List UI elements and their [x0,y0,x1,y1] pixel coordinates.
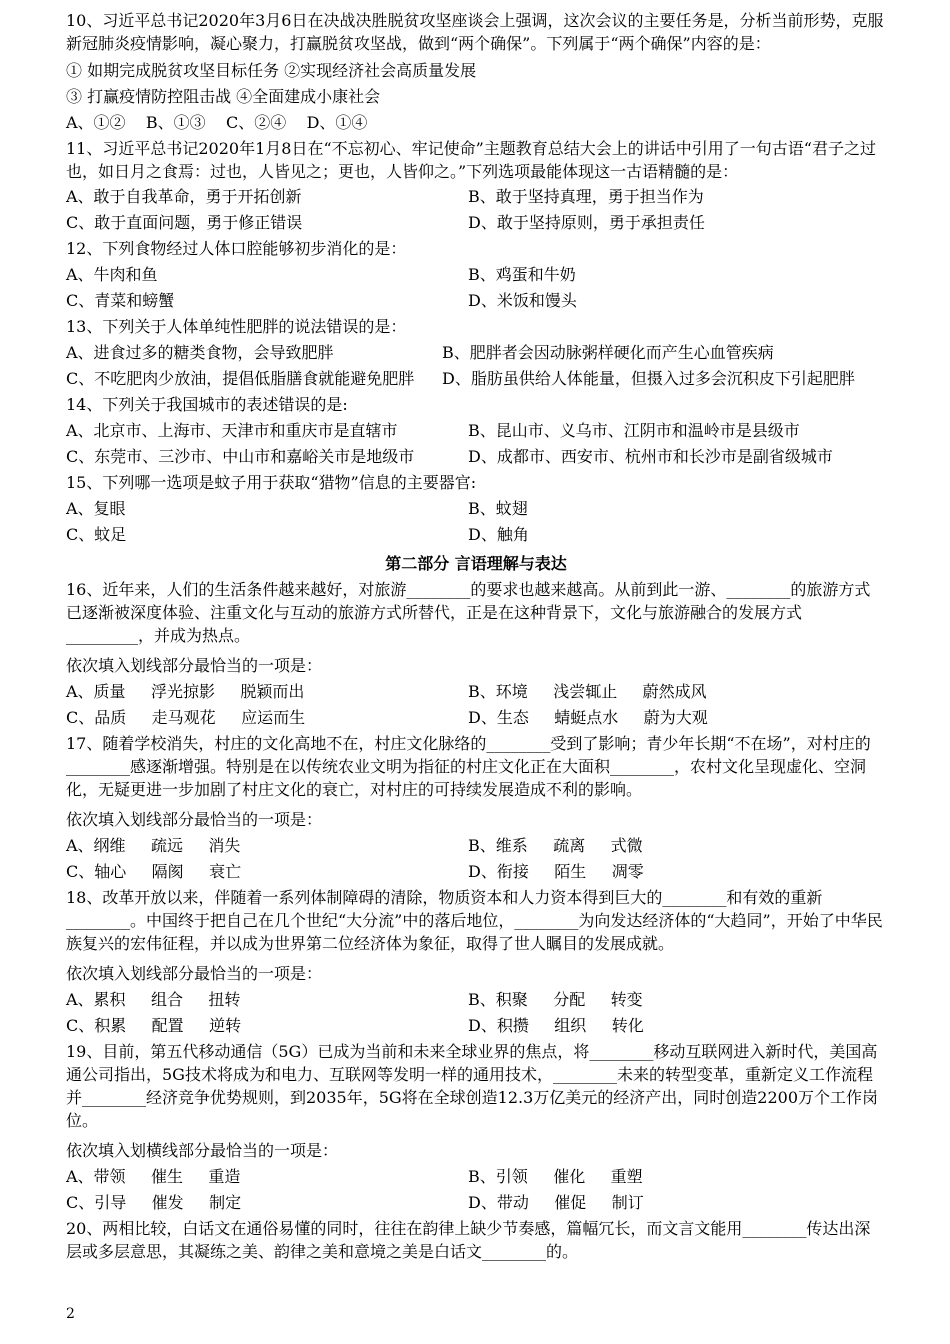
option-c: C、积累 配置 逆转 [66,1016,242,1035]
page-number: 2 [66,1306,75,1322]
option-b: B、敢于坚持真理，勇于担当作为 [468,187,704,206]
option-b: B、维系 疏离 式微 [468,836,643,855]
option-c: C、东莞市、三沙市、中山市和嘉峪关市是地级市 [66,447,415,466]
option-d: D、脂肪虽供给人体能量，但摄入过多会沉积皮下引起肥胖 [442,369,855,388]
question-16 [66,578,886,731]
option-d: D、成都市、西安市、杭州市和长沙市是副省级城市 [468,447,833,466]
question-10-item-1: ① 如期完成脱贫攻坚目标任务 ②实现经济社会高质量发展 [66,61,477,80]
option-a: A、带领 催生 重造 [66,1167,241,1186]
question-18-prompt: 依次填入划线部分最恰当的一项是： [66,964,323,983]
option-d: D、带动 催促 制订 [468,1193,644,1212]
question-18-stem: 18、改革开放以来，伴随着一系列体制障碍的清除，物质资本和人力资本得到巨大的________和有效的重新________。中国终于把自己在几个世纪“大分流”中的落后地位，________为向发达经济体的“大趋同”，开始了中华民族复兴的宏伟征程，并以成为世界第二位经济体为象征，取得了世人瞩目的发展成就。 [66,888,883,953]
question-11-stem: 11、习近平总书记2020年1月8日在“不忘初心、牢记使命”主题教育总结大会上的讲话中引用了一句古语“君子之过也，如日月之食焉：过也，人皆见之；更也，人皆仰之。”下列选项最能体现这一古语精髓的是： [66,139,876,181]
option-b: B、蚊翅 [468,499,528,518]
question-10 [66,9,886,136]
question-14-stem: 14、下列关于我国城市的表述错误的是: [66,395,348,414]
question-15 [66,470,886,548]
option-c: C、敢于直面问题，勇于修正错误 [66,213,303,232]
option-d: D、敢于坚持原则，勇于承担责任 [468,213,705,232]
option-d: D、触角 [468,525,529,544]
question-18 [66,886,886,1039]
question-10-item-2: ③ 打赢疫情防控阻击战 ④全面建成小康社会 [66,87,381,106]
question-12-stem: 12、下列食物经过人体口腔能够初步消化的是： [66,239,407,258]
option-c: C、引导 催发 制定 [66,1193,242,1212]
option-a: A、敢于自我革命，勇于开拓创新 [66,187,302,206]
option-c: C、轴心 隔阂 衰亡 [66,862,242,881]
option-a: A、进食过多的糖类食物，会导致肥胖 [66,343,334,362]
question-10-options: A、①② B、①③ C、②④ D、①④ [66,113,368,132]
question-13-stem: 13、下列关于人体单纯性肥胖的说法错误的是： [66,317,407,336]
exam-page [66,8,886,1263]
option-c: C、青菜和螃蟹 [66,291,175,310]
option-a: A、质量 浮光掠影 脱颖而出 [66,682,305,701]
option-d: D、积攒 组织 转化 [468,1016,644,1035]
option-b: B、环境 浅尝辄止 蔚然成风 [468,682,707,701]
question-15-stem: 15、下列哪一选项是蚊子用于获取“猎物”信息的主要器官: [66,473,477,492]
option-d: D、生态 蜻蜓点水 蔚为大观 [468,708,708,727]
question-12 [66,236,886,314]
option-b: B、引领 催化 重塑 [468,1167,643,1186]
option-a: A、纲维 疏远 消失 [66,836,241,855]
question-17-stem: 17、随着学校消失，村庄的文化高地不在，村庄文化脉络的________受到了影响；青少年长期“不在场”，对村庄的________感逐渐增强。特别是在以传统农业文明为指征的村庄文化正在大面积________，农村文化呈现虚化、空洞化，无疑更进一步加剧了村庄文化的衰亡，对村庄的可持续发展造成不利的影响。 [66,734,871,799]
option-b: B、积聚 分配 转变 [468,990,643,1009]
option-a: A、累积 组合 扭转 [66,990,241,1009]
question-10-stem: 10、习近平总书记2020年3月6日在决战决胜脱贫攻坚座谈会上强调，这次会议的主要任务是，分析当前形势，克服新冠肺炎疫情影响，凝心聚力，打赢脱贫攻坚战，做到“两个确保”。下列属于“两个确保”内容的是： [66,11,884,53]
question-20-stem: 20、两相比较，白话文在通俗易懂的同时，往往在韵律上缺少节奏感，篇幅冗长，而文言文能用________传达出深层或多层意思，其凝练之美、韵律之美和意境之美是白话文________的。 [66,1219,871,1261]
option-c: C、蚊足 [66,525,127,544]
question-16-stem: 16、近年来，人们的生活条件越来越好，对旅游________的要求也越来越高。从前到此一游、________的旅游方式已逐渐被深度体验、注重文化与互动的旅游方式所替代，正是在这种背景下，文化与旅游融合的发展方式_________，并成为热点。 [66,580,871,645]
question-14 [66,392,886,470]
option-b: B、昆山市、义乌市、江阴市和温岭市是县级市 [468,421,800,440]
section-heading: 第二部分 言语理解与表达 [385,554,567,573]
option-c: C、品质 走马观花 应运而生 [66,708,306,727]
question-17 [66,732,886,885]
option-a: A、北京市、上海市、天津市和重庆市是直辖市 [66,421,398,440]
option-b: B、鸡蛋和牛奶 [468,265,576,284]
option-c: C、不吃肥肉少放油，提倡低脂膳食就能避免肥胖 [66,369,415,388]
option-b: B、肥胖者会因动脉粥样硬化而产生心血管疾病 [442,343,774,362]
question-19-prompt: 依次填入划横线部分最恰当的一项是： [66,1141,339,1160]
option-a: A、牛肉和鱼 [66,265,158,284]
question-11 [66,137,886,236]
option-d: D、衔接 陌生 凋零 [468,862,644,881]
question-19 [66,1040,886,1216]
question-13 [66,314,886,392]
question-17-prompt: 依次填入划线部分最恰当的一项是： [66,810,323,829]
question-20 [66,1217,886,1263]
option-d: D、米饭和馒头 [468,291,577,310]
question-19-stem: 19、目前，第五代移动通信（5G）已成为当前和未来全球业界的焦点，将________移动互联网进入新时代，美国高通公司指出，5G技术将成为和电力、互联网等发明一样的通用技术，________未来的转型变革，重新定义工作流程并________经济竞争优势规则，到2035年，5G将在全球创造12.3万亿美元的经济产出，同时创造2200万个工作岗位。 [66,1042,879,1130]
option-a: A、复眼 [66,499,126,518]
question-16-prompt: 依次填入划线部分最恰当的一项是： [66,656,323,675]
